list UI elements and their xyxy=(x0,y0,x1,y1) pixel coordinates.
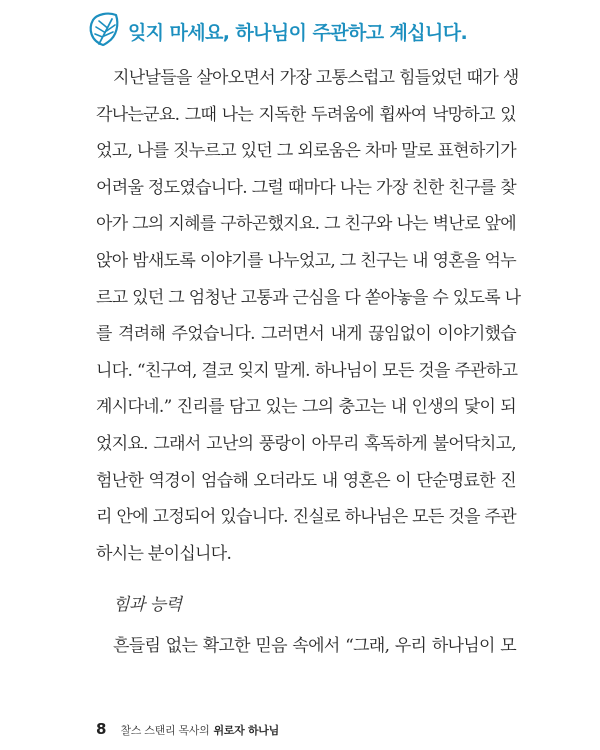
text-line: 리 안에 고정되어 있습니다. 진실로 하나님은 모든 것을 주관 xyxy=(96,507,516,528)
leaf-icon xyxy=(84,10,122,48)
text-line: 었고, 나를 짓누르고 있던 그 외로움은 차마 말로 표현하기가 xyxy=(96,141,516,162)
text-line: 앉아 밤새도록 이야기를 나누었고, 그 친구는 내 영혼을 억누 xyxy=(96,250,516,271)
text-line: 각나는군요. 그때 나는 지독한 두려움에 휩싸여 낙망하고 있 xyxy=(96,104,516,125)
paragraph-2 xyxy=(96,628,516,665)
text-line: 지난날들을 살아오면서 가장 고통스럽고 힘들었던 때가 생 xyxy=(113,68,519,88)
running-author: 찰스 스탠리 목사의 xyxy=(120,724,210,737)
section-heading: 잊지 마세요, 하나님이 주관하고 계십니다. xyxy=(128,22,468,44)
text-line: 아가 그의 지혜를 구하곤했지요. 그 친구와 나는 벽난로 앞에 xyxy=(96,214,516,235)
running-title: 위로자 하나님 xyxy=(213,724,279,737)
text-line: 니다. “친구여, 결코 잊지 말게. 하나님이 모든 것을 주관하고 xyxy=(96,360,518,381)
text-line: 계시다네.” 진리를 담고 있는 그의 충고는 내 인생의 닻이 되 xyxy=(96,397,516,418)
paragraph-1 xyxy=(96,60,521,572)
text-line: 를 격려해 주었습니다. 그러면서 내게 끊임없이 이야기했습 xyxy=(96,324,516,345)
text-line: 르고 있던 그 엄청난 고통과 근심을 다 쏟아놓을 수 있도록 나 xyxy=(96,287,521,308)
text-line: 어려울 정도였습니다. 그럴 때마다 나는 가장 친한 친구를 찾 xyxy=(96,177,516,198)
page-number: 8 xyxy=(96,720,107,738)
page-footer xyxy=(96,720,279,738)
text-line: 험난한 역경이 엄습해 오더라도 내 영혼은 이 단순명료한 진 xyxy=(96,470,516,491)
text-line: 었지요. 그래서 고난의 풍랑이 아무리 혹독하게 불어닥치고, xyxy=(96,433,516,454)
text-line: 흔들림 없는 확고한 믿음 속에서 “그래, 우리 하나님이 모 xyxy=(113,636,516,656)
text-line: 하시는 분이십니다. xyxy=(96,543,232,564)
subheading: 힘과 능력 xyxy=(113,595,182,615)
